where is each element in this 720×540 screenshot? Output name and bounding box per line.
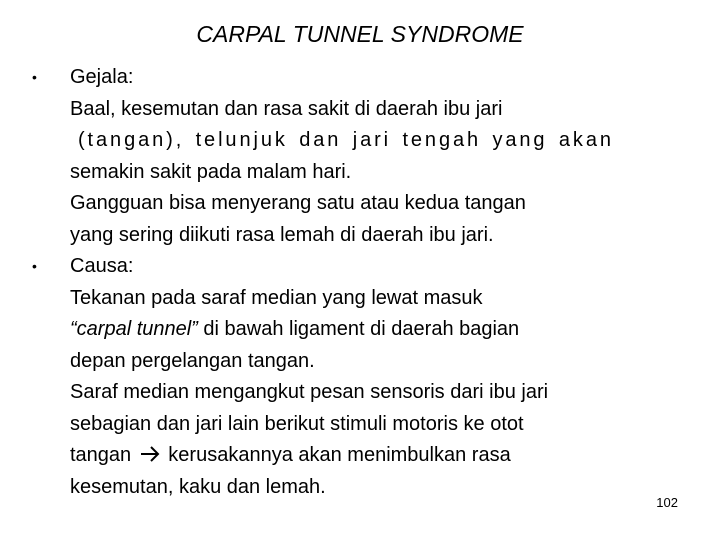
text-line: Gangguan bisa menyerang satu atau kedua tangan [70,192,526,214]
bullet-dot: • [32,258,37,274]
text-fragment: tangan [70,444,132,466]
page-number: 102 [656,495,678,510]
text-fragment: kerusakannya akan menimbulkan rasa [168,444,511,466]
section-heading: Causa: [70,255,134,277]
text-line: depan pergelangan tangan. [70,349,315,372]
text-line: semakin sakit pada malam hari. [70,160,352,183]
text-line: Saraf median mengangkut pesan sensoris dari ibu jari [70,381,549,403]
text-line [28,314,698,346]
bullet-item-gejala [28,62,698,94]
text-line: Baal, kesemutan dan rasa sakit di daerah ibu jari [70,97,503,120]
bullet-item-causa [28,251,698,283]
text-line: sebagian dan jari lain berikut stimuli motoris ke otot [70,412,524,435]
slide-body [28,62,698,503]
section-heading: Gejala: [70,66,134,88]
bullet-dot: • [32,69,37,85]
right-arrow-icon [139,445,161,463]
italic-term: “carpal tunnel” [70,318,198,340]
text-line: kesemutan, kaku dan lemah. [70,475,326,498]
text-line [28,440,698,472]
slide-title: CARPAL TUNNEL SYNDROME [196,21,524,47]
text-line: Tekanan pada saraf median yang lewat masuk [70,286,483,309]
text-line: (tangan), telunjuk dan jari tengah yang akan [78,129,614,151]
text-line: yang sering diikuti rasa lemah di daerah ibu jari. [70,223,494,246]
text-fragment: di bawah ligament di daerah bagian [197,318,520,340]
